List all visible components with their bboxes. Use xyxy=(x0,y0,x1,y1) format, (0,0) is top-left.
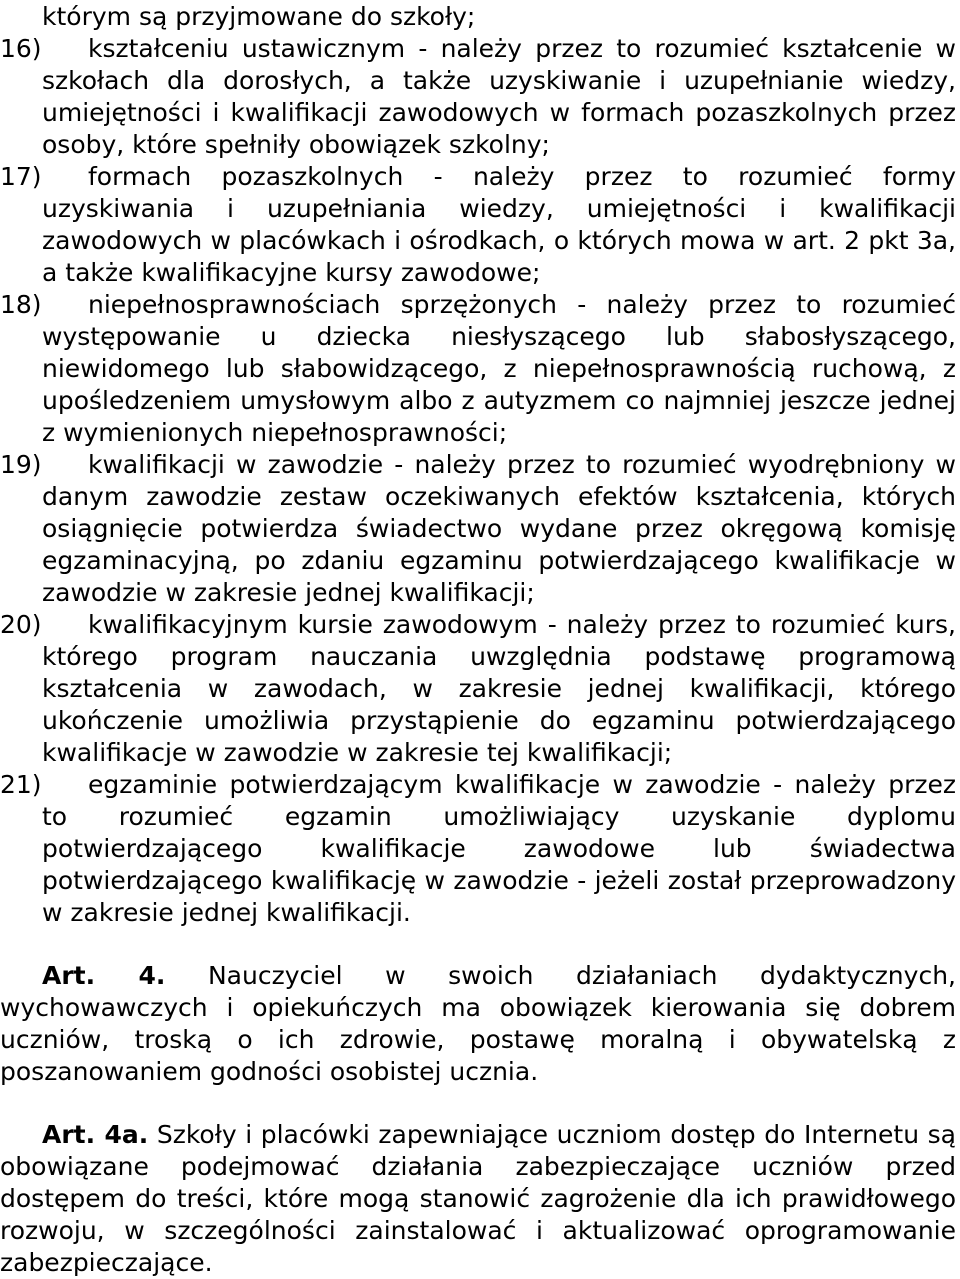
continuation-text: którym są przyjmowane do szkoły; xyxy=(42,2,476,31)
item-number: 18) xyxy=(0,290,42,319)
item-number: 19) xyxy=(0,450,42,479)
item-number: 21) xyxy=(0,770,42,799)
item-number: 17) xyxy=(0,162,42,191)
article-text: Nauczyciel w swoich działaniach dydaktycznych, wychowawczych i opiekuńczych ma obowiązek kierowania się dobrem uczniów, troską o ich zdrowie, postawę moralną i obywatelską z poszanowaniem godności osobistej ucznia. xyxy=(0,961,956,1086)
item-text: niepełnosprawnościach sprzężonych - należy przez to rozumieć występowanie u dziecka niesłyszącego lub słabosłyszącego, niewidomego lub słabowidzącego, z niepełnosprawnością ruchową, z upośledzeniem umysłowym albo z autyzmem co najmniej jeszcze jednej z wymienionych niepełnosprawności; xyxy=(42,290,956,447)
definition-item-20 xyxy=(0,609,956,769)
item-number: 16) xyxy=(0,34,42,63)
definition-item-18 xyxy=(0,289,956,449)
definition-item-17 xyxy=(0,161,956,289)
paragraph-gap xyxy=(0,929,956,960)
article-label: Art. 4. xyxy=(42,961,166,990)
definition-item-16 xyxy=(0,33,956,161)
item-text: formach pozaszkolnych - należy przez to rozumieć formy uzyskiwania i uzupełniania wiedzy, umiejętności i kwalifikacji zawodowych w placówkach i ośrodkach, o których mowa w art. 2 pkt 3a, a także kwalifikacyjne kursy zawodowe; xyxy=(42,162,956,287)
article-4 xyxy=(0,960,956,1088)
article-label: Art. 4a. xyxy=(42,1120,149,1149)
item-text: kwalifikacji w zawodzie - należy przez to rozumieć wyodrębniony w danym zawodzie zestaw oczekiwanych efektów kształcenia, których osiągnięcie potwierdza świadectwo wydane przez okręgową komisję egzaminacyjną, po zdaniu egzaminu potwierdzającego kwalifikacje w zawodzie w zakresie jednej kwalifikacji; xyxy=(42,450,956,607)
item-text: kwalifikacyjnym kursie zawodowym - należy przez to rozumieć kurs, którego program nauczania uwzględnia podstawę programową kształcenia w zawodach, w zakresie jednej kwalifikacji, którego ukończenie umożliwia przystąpienie do egzaminu potwierdzającego kwalifikacje w zawodzie w zakresie tej kwalifikacji; xyxy=(42,610,956,767)
item-text: kształceniu ustawicznym - należy przez to rozumieć kształcenie w szkołach dla dorosłych, a także uzyskiwanie i uzupełnianie wiedzy, umiejętności i kwalifikacji zawodowych w formach pozaszkolnych przez osoby, które spełniły obowiązek szkolny; xyxy=(42,34,956,159)
item-text: egzaminie potwierdzającym kwalifikacje w zawodzie - należy przez to rozumieć egzamin umożliwiający uzyskanie dyplomu potwierdzającego kwalifikacje zawodowe lub świadectwa potwierdzającego kwalifikację w zawodzie - jeżeli został przeprowadzony w zakresie jednej kwalifikacji. xyxy=(42,770,956,927)
definition-item-21 xyxy=(0,769,956,929)
article-4a xyxy=(0,1119,956,1279)
paragraph-gap xyxy=(0,1088,956,1119)
article-text: Szkoły i placówki zapewniające uczniom dostęp do Internetu są obowiązane podejmować działania zabezpieczające uczniów przed dostępem do treści, które mogą stanowić zagrożenie dla ich prawidłowego rozwoju, w szczególności zainstalować i aktualizować oprogramowanie zabezpieczające. xyxy=(0,1120,957,1277)
item-number: 20) xyxy=(0,610,42,639)
definition-item-19 xyxy=(0,449,956,609)
